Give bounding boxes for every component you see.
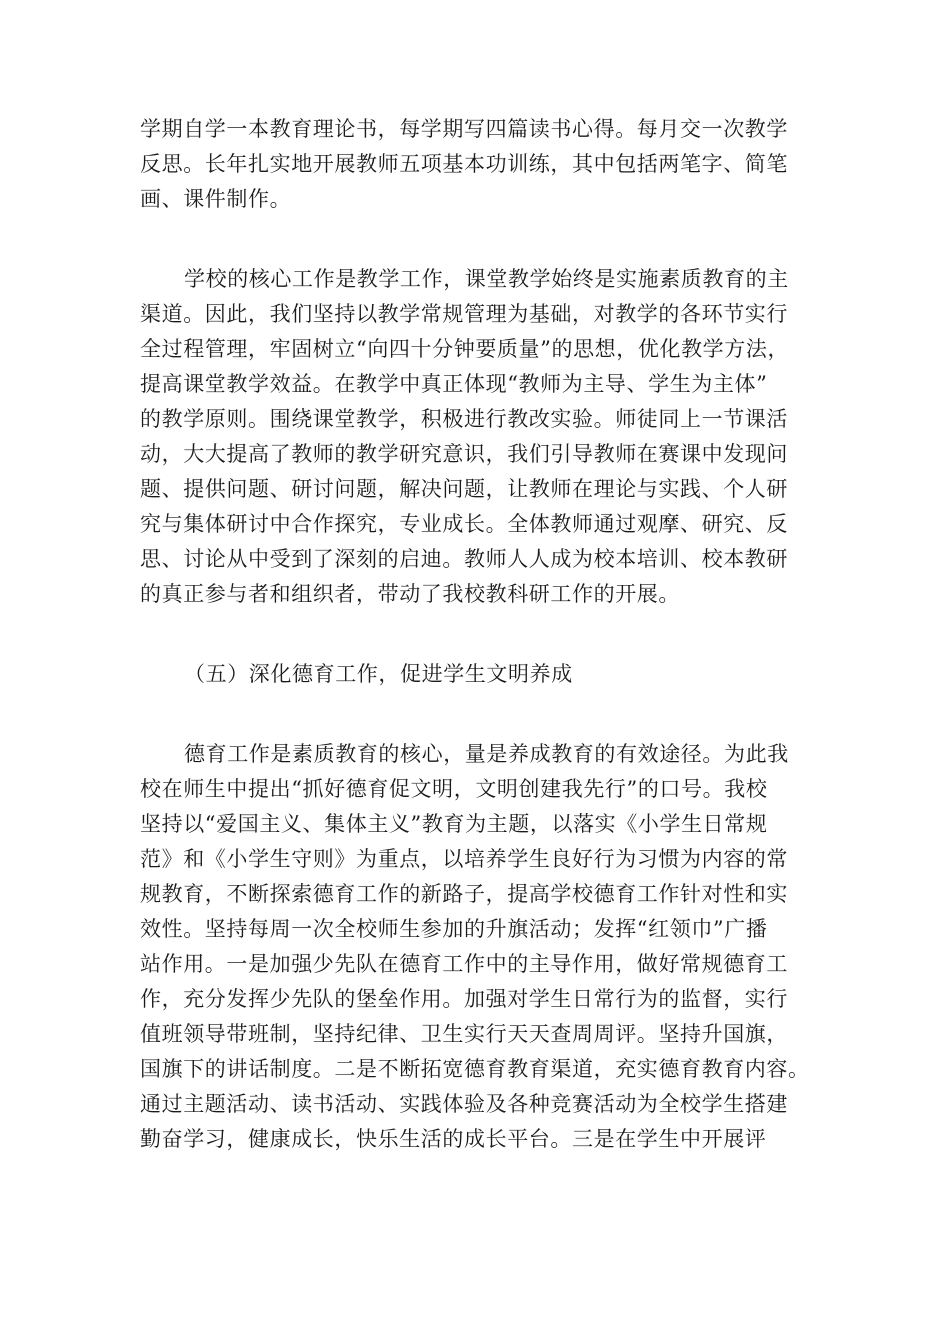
text-line: 学期自学一本教育理论书，每学期写四篇读书心得。每月交一次教学 bbox=[140, 117, 788, 141]
text-line: 校在师生中提出“抓好德育促文明，文明创建我先行”的口号。我校 bbox=[140, 777, 768, 801]
paragraph-2 bbox=[140, 262, 830, 612]
text-line: 的教学原则。围绕课堂教学，积极进行教改实验。师徒同上一节课活 bbox=[140, 407, 788, 431]
paragraph-1 bbox=[140, 112, 830, 217]
text-line: 动，大大提高了教师的教学研究意识，我们引导教师在赛课中发现问 bbox=[140, 442, 788, 466]
text-line: 渠道。因此，我们坚持以教学常规管理为基础，对教学的各环节实行 bbox=[140, 302, 788, 326]
heading-line: （五）深化德育工作，促进学生文明养成 bbox=[184, 662, 573, 686]
text-line: 范》和《小学生守则》为重点，以培养学生良好行为习惯为内容的常 bbox=[140, 847, 788, 871]
text-line: 规教育，不断探索德育工作的新路子，提高学校德育工作针对性和实 bbox=[140, 882, 788, 906]
text-line: 勤奋学习，健康成长，快乐生活的成长平台。三是在学生中开展评 bbox=[140, 1127, 767, 1151]
document-body bbox=[140, 112, 830, 1157]
text-line: 站作用。一是加强少先队在德育工作中的主导作用，做好常规德育工 bbox=[140, 952, 788, 976]
text-line: 画、课件制作。 bbox=[140, 187, 292, 211]
paragraph-3 bbox=[140, 737, 830, 1157]
paragraph-gap bbox=[140, 692, 830, 737]
text-line: 效性。坚持每周一次全校师生参加的升旗活动；发挥“红领巾”广播 bbox=[140, 917, 768, 941]
text-line: 究与集体研讨中合作探究，专业成长。全体教师通过观摩、研究、反 bbox=[140, 512, 788, 536]
text-line: 反思。长年扎实地开展教师五项基本功训练，其中包括两笔字、简笔 bbox=[140, 152, 788, 176]
text-line: 学校的核心工作是教学工作，课堂教学始终是实施素质教育的主 bbox=[184, 267, 789, 291]
paragraph-gap bbox=[140, 217, 830, 262]
text-line: 国旗下的讲话制度。二是不断拓宽德育教育渠道，充实德育教育内容。 bbox=[140, 1057, 810, 1081]
text-line: 通过主题活动、读书活动、实践体验及各种竞赛活动为全校学生搭建 bbox=[140, 1092, 788, 1116]
paragraph-gap bbox=[140, 612, 830, 657]
text-line: 德育工作是素质教育的核心，量是养成教育的有效途径。为此我 bbox=[184, 742, 789, 766]
text-line: 提高课堂教学效益。在教学中真正体现“教师为主导、学生为主体” bbox=[140, 372, 768, 396]
text-line: 的真正参与者和组织者，带动了我校教科研工作的开展。 bbox=[140, 582, 680, 606]
text-line: 思、讨论从中受到了深刻的启迪。教师人人成为校本培训、校本教研 bbox=[140, 547, 788, 571]
text-line: 题、提供问题、研讨问题，解决问题，让教师在理论与实践、个人研 bbox=[140, 477, 788, 501]
text-line: 全过程管理，牢固树立“向四十分钟要质量”的思想，优化教学方法， bbox=[140, 337, 790, 361]
text-line: 坚持以“爱国主义、集体主义”教育为主题，以落实《小学生日常规 bbox=[140, 812, 768, 836]
section-heading bbox=[140, 657, 830, 692]
text-line: 作，充分发挥少先队的堡垒作用。加强对学生日常行为的监督，实行 bbox=[140, 987, 788, 1011]
text-line: 值班领导带班制，坚持纪律、卫生实行天天查周周评。坚持升国旗， bbox=[140, 1022, 788, 1046]
